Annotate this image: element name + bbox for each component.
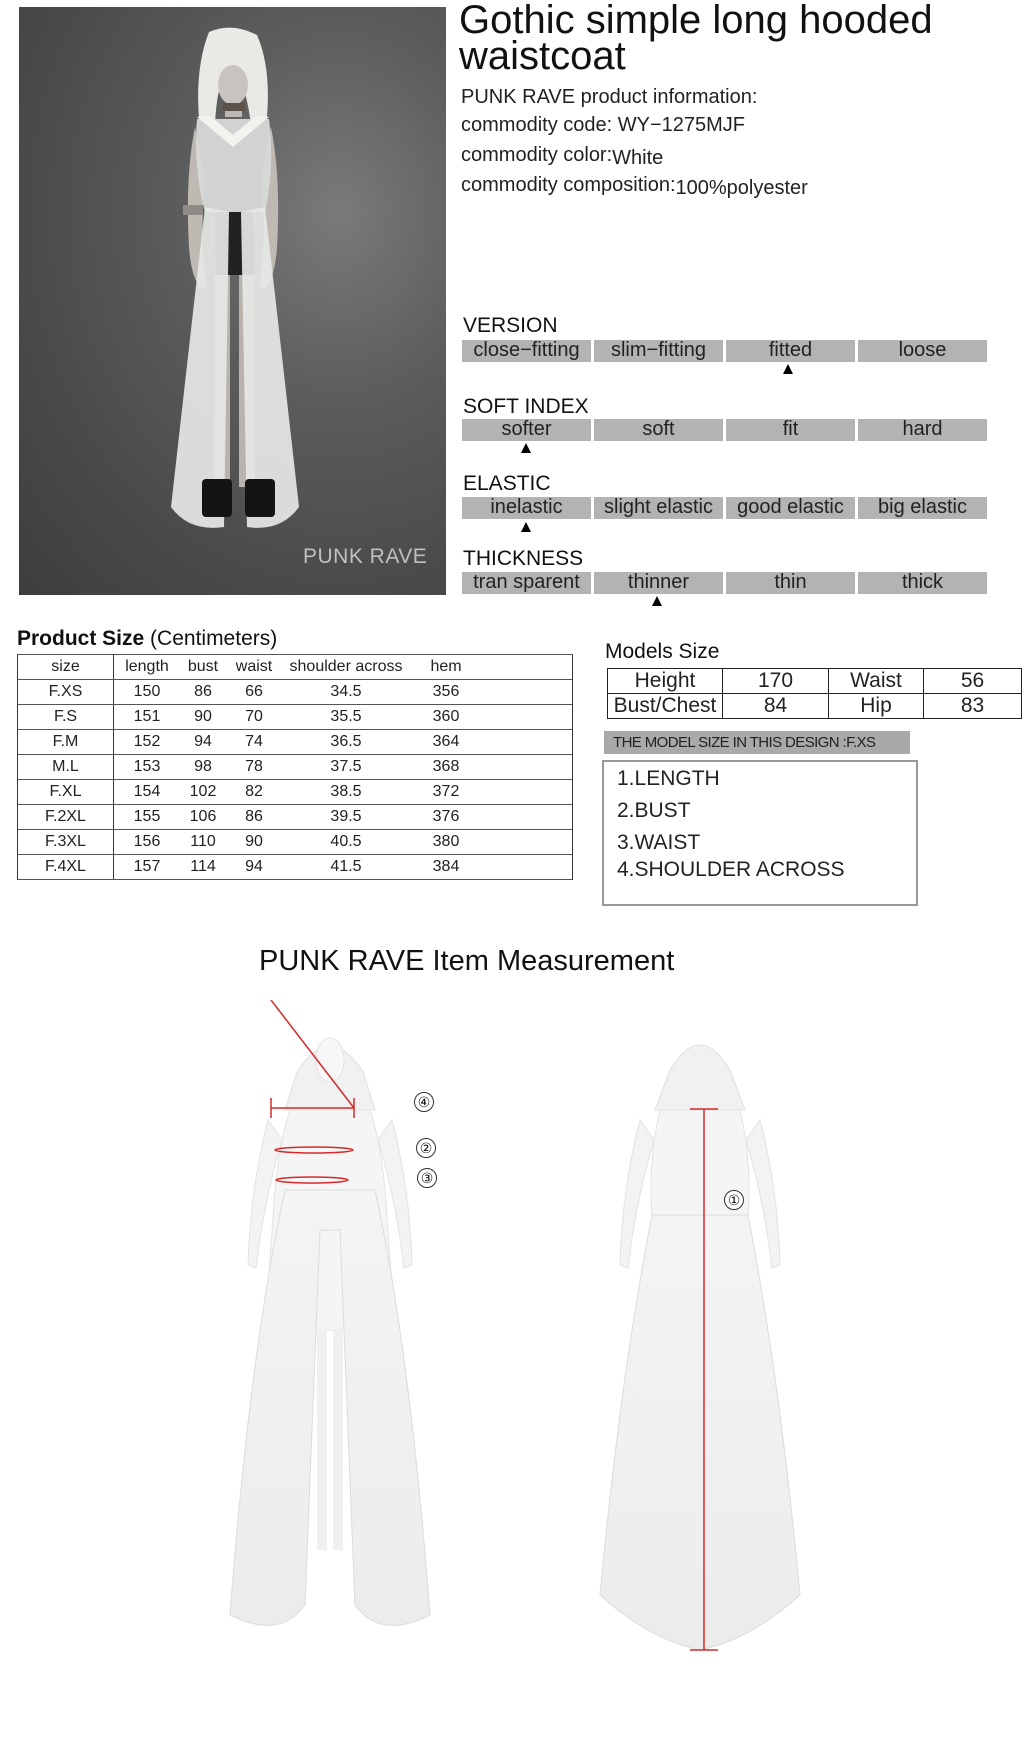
- waist-cell: 94: [226, 855, 282, 880]
- shoulder-cell: 41.5: [282, 855, 410, 880]
- hem-cell: 364: [410, 730, 482, 755]
- table-row: [18, 755, 573, 780]
- shoulder-cell: 38.5: [282, 780, 410, 805]
- legend-item-bust: 2.BUST: [617, 799, 691, 822]
- hem-cell: 372: [410, 780, 482, 805]
- bust-cell: 90: [180, 705, 226, 730]
- bust-cell: 106: [180, 805, 226, 830]
- waist-cell: 82: [226, 780, 282, 805]
- product-photo: [19, 7, 446, 595]
- thickness-option: tran sparent: [462, 572, 591, 594]
- size-cell: F.2XL: [18, 805, 114, 830]
- soft-index-selected-marker-icon: [521, 443, 531, 453]
- product-title: Gothic simple long hooded waistcoat: [459, 0, 933, 78]
- length-cell: 155: [114, 805, 181, 830]
- color-value: White: [612, 147, 664, 169]
- measurement-legend: [602, 760, 918, 906]
- composition-label: commodity composition:: [461, 174, 676, 196]
- soft-index-option: hard: [858, 419, 987, 441]
- hem-cell: 384: [410, 855, 482, 880]
- waist-cell: 90: [226, 830, 282, 855]
- elastic-option: slight elastic: [594, 497, 723, 519]
- bust-chest-label: Bust/Chest: [608, 694, 723, 719]
- elastic-label: ELASTIC: [463, 472, 551, 495]
- col-header-shoulder-across: shoulder across: [282, 655, 410, 680]
- waist-label: Waist: [829, 669, 924, 694]
- version-option: loose: [858, 340, 987, 362]
- code-label: commodity code:: [461, 114, 613, 136]
- models-size-title: Models Size: [605, 640, 720, 663]
- size-cell: F.3XL: [18, 830, 114, 855]
- color-label: commodity color:: [461, 144, 613, 166]
- table-row: [18, 680, 573, 705]
- bust-cell: 98: [180, 755, 226, 780]
- product-size-heading: Product Size: [17, 627, 145, 650]
- legend-item-length: 1.LENGTH: [617, 767, 720, 790]
- back-view: [600, 1045, 800, 1650]
- height-label: Height: [608, 669, 723, 694]
- composition-value: 100%polyester: [675, 177, 808, 199]
- thickness-option-selected: thinner: [594, 572, 723, 594]
- info-heading: PUNK RAVE product information:: [461, 86, 758, 108]
- waist-cell: 78: [226, 755, 282, 780]
- bust-cell: 110: [180, 830, 226, 855]
- length-cell: 153: [114, 755, 181, 780]
- shoulder-cell: 35.5: [282, 705, 410, 730]
- commodity-composition: [461, 174, 808, 197]
- commodity-color: [461, 144, 663, 167]
- shoulder-cell: 39.5: [282, 805, 410, 830]
- version-option: slim−fitting: [594, 340, 723, 362]
- hem-cell: 360: [410, 705, 482, 730]
- version-scale: [462, 340, 987, 362]
- bust-chest-value: 84: [723, 694, 829, 719]
- col-header-waist: waist: [226, 655, 282, 680]
- elastic-option: big elastic: [858, 497, 987, 519]
- waist-cell: 70: [226, 705, 282, 730]
- product-size-title: [17, 627, 277, 651]
- version-label: VERSION: [463, 314, 558, 337]
- length-cell: 152: [114, 730, 181, 755]
- col-header-bust: bust: [180, 655, 226, 680]
- elastic-selected-marker-icon: [521, 522, 531, 532]
- height-value: 170: [723, 669, 829, 694]
- bust-cell: 86: [180, 680, 226, 705]
- product-size-table: [17, 654, 573, 880]
- version-option-selected: fitted: [726, 340, 855, 362]
- legend-item-shoulder-across: 4.SHOULDER ACROSS: [617, 858, 845, 881]
- length-cell: 151: [114, 705, 181, 730]
- mannequin-illustrations: [180, 1000, 860, 1733]
- models-size-row: [608, 694, 1022, 719]
- table-row: [18, 805, 573, 830]
- waist-cell: 86: [226, 805, 282, 830]
- thickness-selected-marker-icon: [652, 596, 662, 606]
- col-spacer: [482, 655, 573, 680]
- table-row: [18, 830, 573, 855]
- photo-watermark: PUNK RAVE: [303, 545, 428, 568]
- shoulder-cell: 34.5: [282, 680, 410, 705]
- shoulder-cell: 37.5: [282, 755, 410, 780]
- col-header-hem: hem: [410, 655, 482, 680]
- size-cell: F.S: [18, 705, 114, 730]
- hip-value: 83: [924, 694, 1022, 719]
- elastic-option-selected: inelastic: [462, 497, 591, 519]
- front-view: [230, 1038, 430, 1625]
- hem-cell: 376: [410, 805, 482, 830]
- col-header-length: length: [114, 655, 181, 680]
- version-selected-marker-icon: [783, 364, 793, 374]
- soft-index-option: soft: [594, 419, 723, 441]
- length-cell: 156: [114, 830, 181, 855]
- size-cell: M.L: [18, 755, 114, 780]
- bust-cell: 102: [180, 780, 226, 805]
- elastic-option: good elastic: [726, 497, 855, 519]
- thickness-option: thin: [726, 572, 855, 594]
- soft-index-option: fit: [726, 419, 855, 441]
- table-row: [18, 855, 573, 880]
- thickness-scale: [462, 572, 987, 594]
- bust-cell: 94: [180, 730, 226, 755]
- hem-cell: 368: [410, 755, 482, 780]
- model-figure-illustration: [19, 7, 446, 595]
- table-row: [18, 780, 573, 805]
- models-size-row: [608, 669, 1022, 694]
- shoulder-cell: 36.5: [282, 730, 410, 755]
- size-cell: F.M: [18, 730, 114, 755]
- marker-4-icon: ④: [414, 1092, 434, 1112]
- table-row: [18, 705, 573, 730]
- measurement-title: PUNK RAVE Item Measurement: [259, 945, 675, 977]
- commodity-code: [461, 114, 745, 137]
- models-size-table: [607, 668, 1022, 719]
- table-header-row: [18, 655, 573, 680]
- col-header-size: size: [18, 655, 114, 680]
- hip-label: Hip: [829, 694, 924, 719]
- model-size-note: THE MODEL SIZE IN THIS DESIGN :F.XS: [604, 731, 910, 754]
- table-row: [18, 730, 573, 755]
- soft-index-scale: [462, 419, 987, 441]
- length-cell: 157: [114, 855, 181, 880]
- measurement-diagram: [180, 1000, 860, 1733]
- soft-index-option-selected: softer: [462, 419, 591, 441]
- waist-cell: 74: [226, 730, 282, 755]
- marker-2-icon: ②: [416, 1138, 436, 1158]
- version-option: close−fitting: [462, 340, 591, 362]
- size-cell: F.4XL: [18, 855, 114, 880]
- size-cell: F.XL: [18, 780, 114, 805]
- length-cell: 154: [114, 780, 181, 805]
- waist-cell: 66: [226, 680, 282, 705]
- legend-item-waist: 3.WAIST: [617, 831, 701, 854]
- shoulder-cell: 40.5: [282, 830, 410, 855]
- hem-cell: 356: [410, 680, 482, 705]
- marker-1-icon: ①: [724, 1190, 744, 1210]
- bust-cell: 114: [180, 855, 226, 880]
- waist-value: 56: [924, 669, 1022, 694]
- thickness-label: THICKNESS: [463, 547, 584, 570]
- elastic-scale: [462, 497, 987, 519]
- product-size-unit: (Centimeters): [150, 627, 278, 650]
- code-value: WY−1275MJF: [617, 114, 745, 136]
- hem-cell: 380: [410, 830, 482, 855]
- thickness-option: thick: [858, 572, 987, 594]
- size-cell: F.XS: [18, 680, 114, 705]
- length-cell: 150: [114, 680, 181, 705]
- soft-index-label: SOFT INDEX: [463, 395, 589, 418]
- marker-3-icon: ③: [417, 1168, 437, 1188]
